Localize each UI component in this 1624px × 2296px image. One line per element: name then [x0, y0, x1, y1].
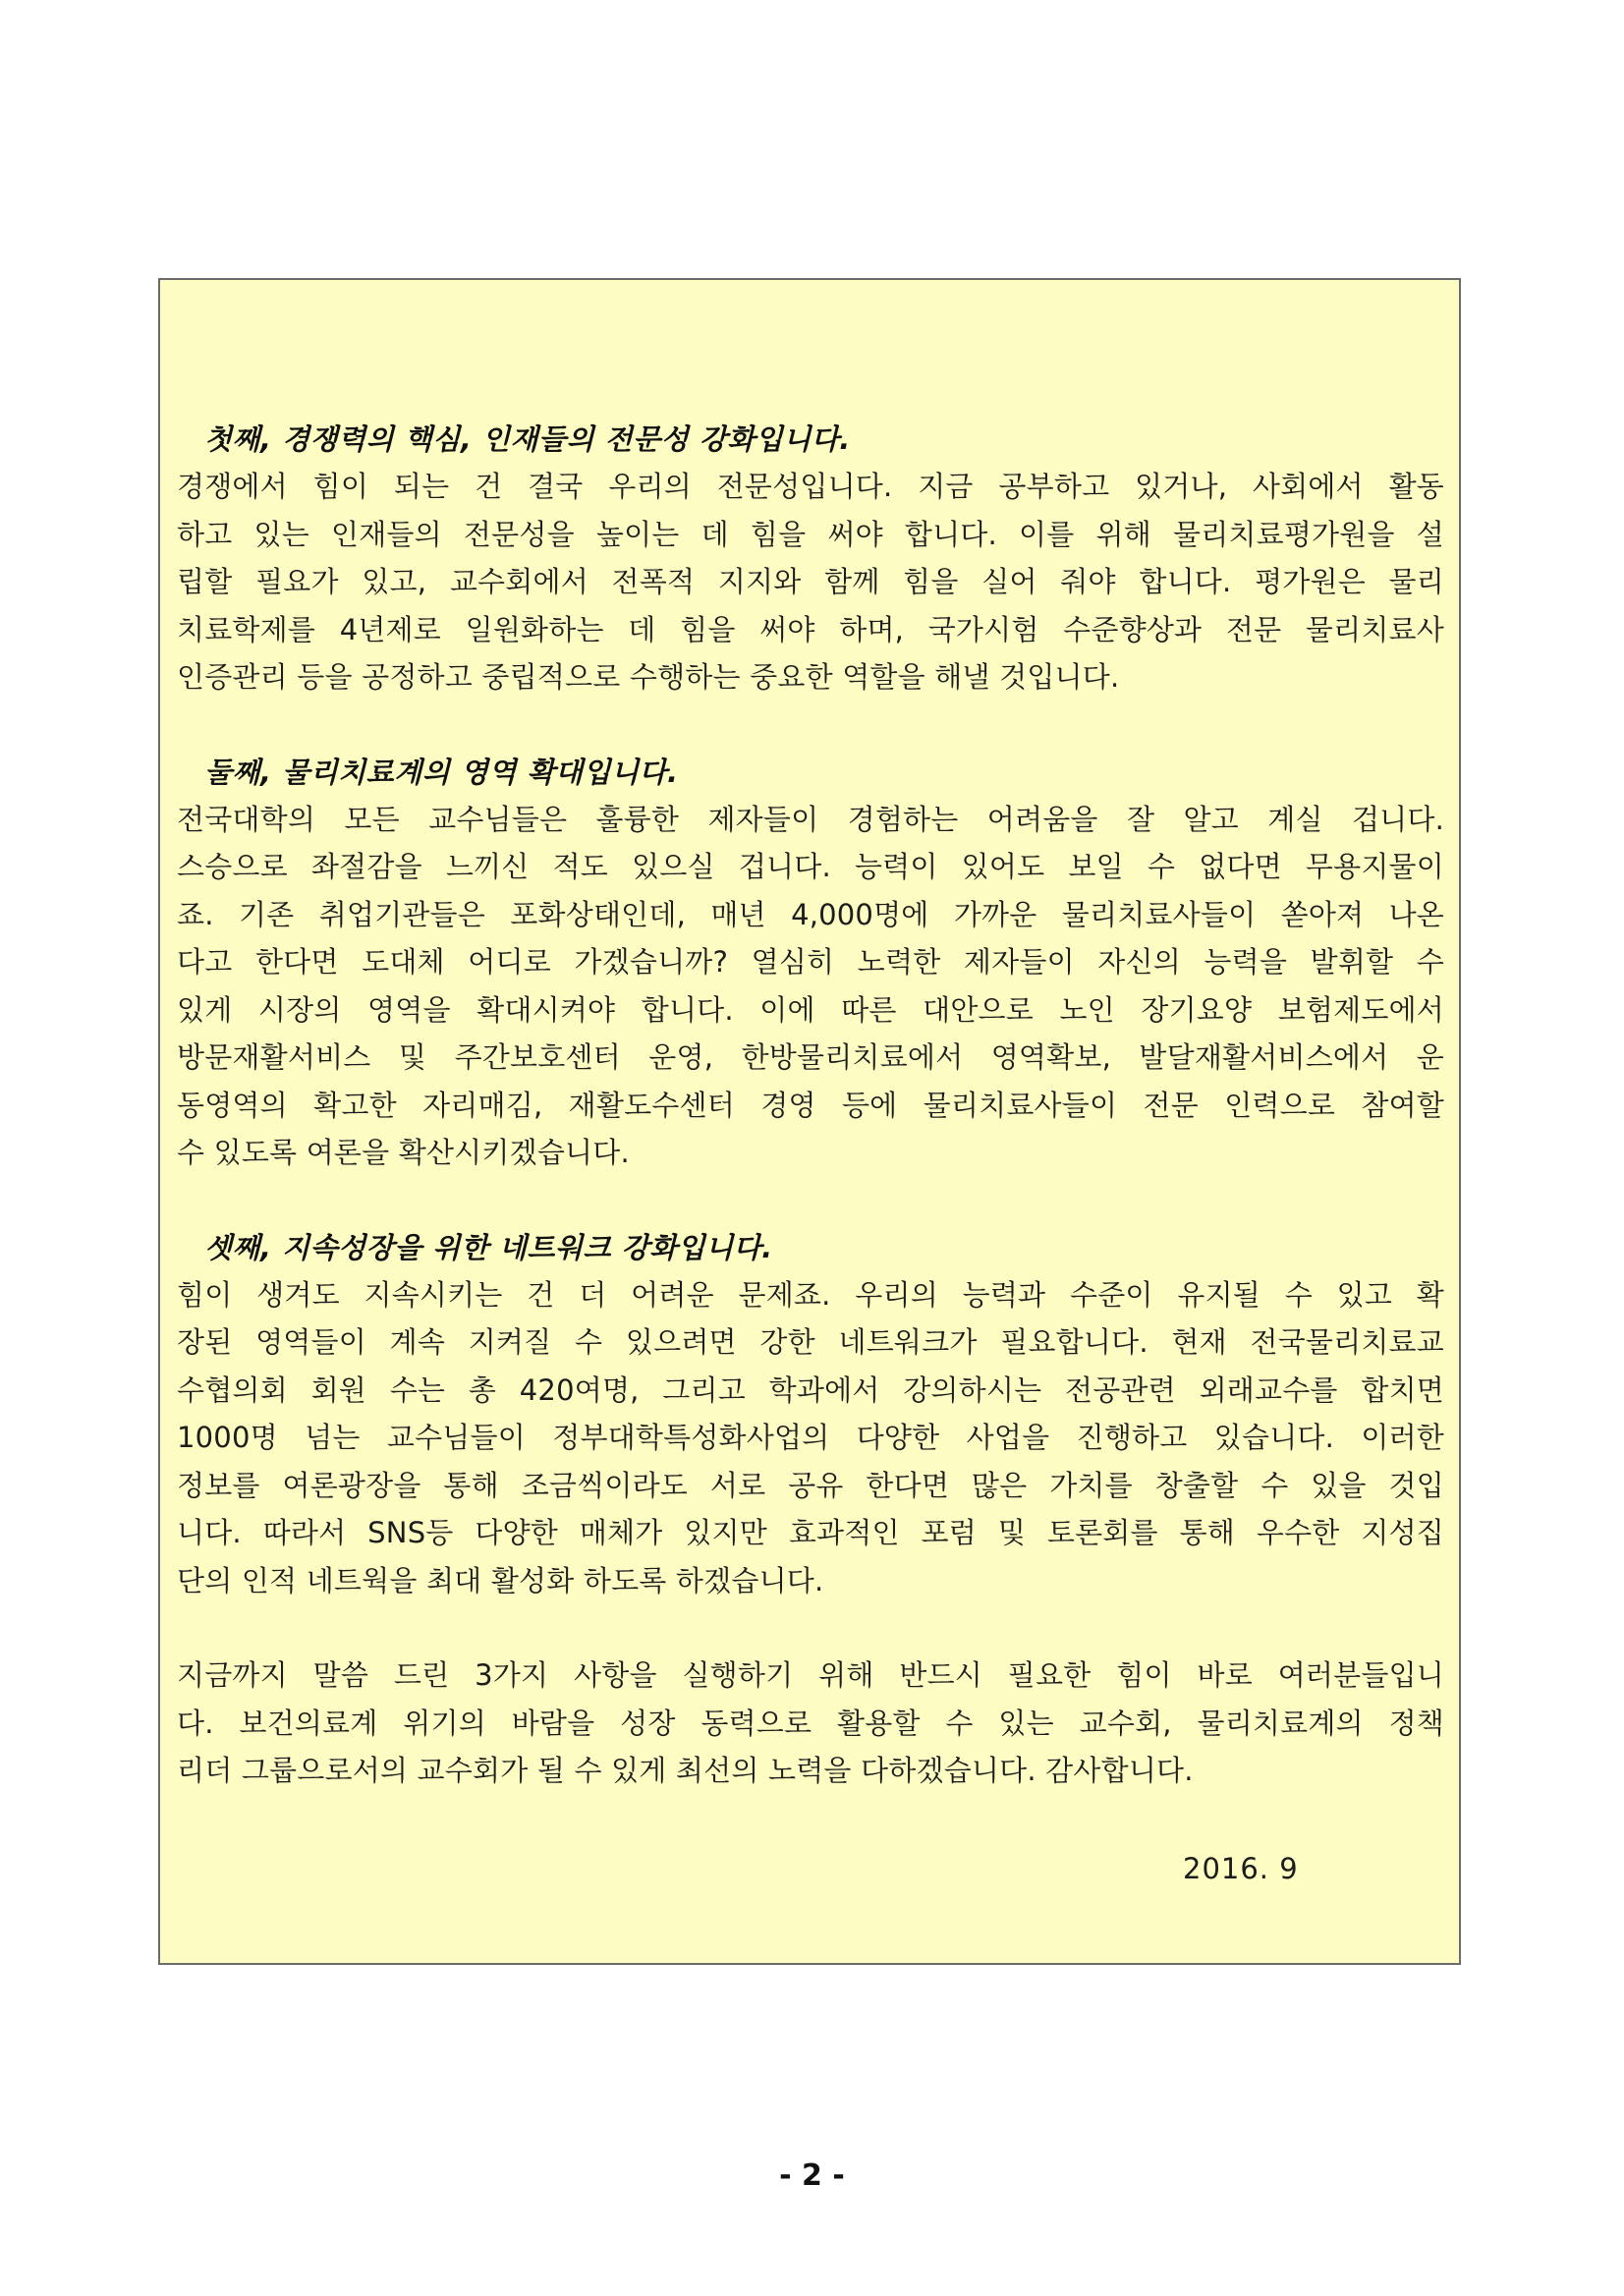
paragraph-line: 전국대학의 모든 교수님들은 훌륭한 제자들이 경험하는 어려움을 잘 알고 계실 겁니다.: [177, 802, 1444, 836]
section-third: [177, 1224, 1444, 1605]
document-date: 2016. 9: [1183, 1852, 1299, 1885]
section-heading: 둘째, 물리치료계의 영역 확대입니다.: [204, 755, 679, 789]
content-body: [177, 416, 1444, 1842]
section-first: [177, 416, 1444, 701]
paragraph-line: 방문재활서비스 및 주간보호센터 운영, 한방물리치료에서 영역확보, 발달재활서비스에서 운: [177, 1040, 1444, 1074]
paragraph-line: 인증관리 등을 공정하고 중립적으로 수행하는 중요한 역할을 해낼 것입니다.: [177, 660, 1120, 694]
paragraph-line: 장된 영역들이 계속 지켜질 수 있으려면 강한 네트워크가 필요합니다. 현재 전국물리치료교: [177, 1325, 1444, 1359]
paragraph-line: 하고 있는 인재들의 전문성을 높이는 데 힘을 써야 합니다. 이를 위해 물리치료평가원을 설: [177, 517, 1444, 551]
paragraph-line: 정보를 여론광장을 통해 조금씩이라도 서로 공유 한다면 많은 가치를 창출할 수 있을 것입: [177, 1468, 1444, 1502]
paragraph-line: 경쟁에서 힘이 되는 건 결국 우리의 전문성입니다. 지금 공부하고 있거나, 사회에서 활동: [177, 470, 1444, 503]
paragraph-line: 죠. 기존 취업기관들은 포화상태인데, 매년 4,000명에 가까운 물리치료사들이 쏟아져 나온: [177, 897, 1444, 931]
content-box: [158, 278, 1461, 1965]
paragraph-line: 치료학제를 4년제로 일원화하는 데 힘을 써야 하며, 국가시험 수준향상과 전문 물리치료사: [177, 612, 1444, 646]
paragraph-line: 지금까지 말씀 드린 3가지 사항을 실행하기 위해 반드시 필요한 힘이 바로 여러분들입니: [177, 1658, 1444, 1692]
paragraph-line: 단의 인적 네트웍을 최대 활성화 하도록 하겠습니다.: [177, 1563, 824, 1597]
section-heading: 첫째, 경쟁력의 핵심, 인재들의 전문성 강화입니다.: [204, 422, 851, 456]
paragraph-line: 스승으로 좌절감을 느끼신 적도 있으실 겁니다. 능력이 있어도 보일 수 없다면 무용지물이: [177, 850, 1444, 883]
paragraph-line: 있게 시장의 영역을 확대시켜야 합니다. 이에 따른 대안으로 노인 장기요양 보험제도에서: [177, 992, 1444, 1027]
section-second: [177, 749, 1444, 1177]
paragraph-line: 수협의회 회원 수는 총 420여명, 그리고 학과에서 강의하시는 전공관련 외래교수를 합치면: [177, 1372, 1444, 1407]
page-number: - 2 -: [779, 2158, 845, 2193]
paragraph-line: 다고 한다면 도대체 어디로 가겠습니까? 열심히 노력한 제자들이 자신의 능력을 발휘할 수: [177, 945, 1444, 979]
paragraph-line: 동영역의 확고한 자리매김, 재활도수센터 경영 등에 물리치료사들이 전문 인력으로 참여할: [177, 1088, 1444, 1122]
paragraph-line: 수 있도록 여론을 확산시키겠습니다.: [177, 1136, 630, 1169]
paragraph-line: 힘이 생겨도 지속시키는 건 더 어려운 문제죠. 우리의 능력과 수준이 유지될 수 있고 확: [177, 1277, 1444, 1312]
paragraph-line: 1000명 넘는 교수님들이 정부대학특성화사업의 다양한 사업을 진행하고 있습니다. 이러한: [177, 1421, 1444, 1454]
paragraph-line: 다. 보건의료계 위기의 바람을 성장 동력으로 활용할 수 있는 교수회, 물리치료계의 정책: [177, 1706, 1444, 1740]
paragraph-line: 니다. 따라서 SNS등 다양한 매체가 있지만 효과적인 포럼 및 토론회를 통해 우수한 지성집: [177, 1516, 1444, 1549]
closing-paragraph: [177, 1652, 1444, 1795]
section-heading: 셋째, 지속성장을 위한 네트워크 강화입니다.: [204, 1230, 773, 1264]
paragraph-line: 리더 그룹으로서의 교수회가 될 수 있게 최선의 노력을 다하겠습니다. 감사합니다.: [177, 1754, 1194, 1787]
paragraph-line: 립할 필요가 있고, 교수회에서 전폭적 지지와 함께 힘을 실어 줘야 합니다. 평가원은 물리: [177, 565, 1444, 598]
